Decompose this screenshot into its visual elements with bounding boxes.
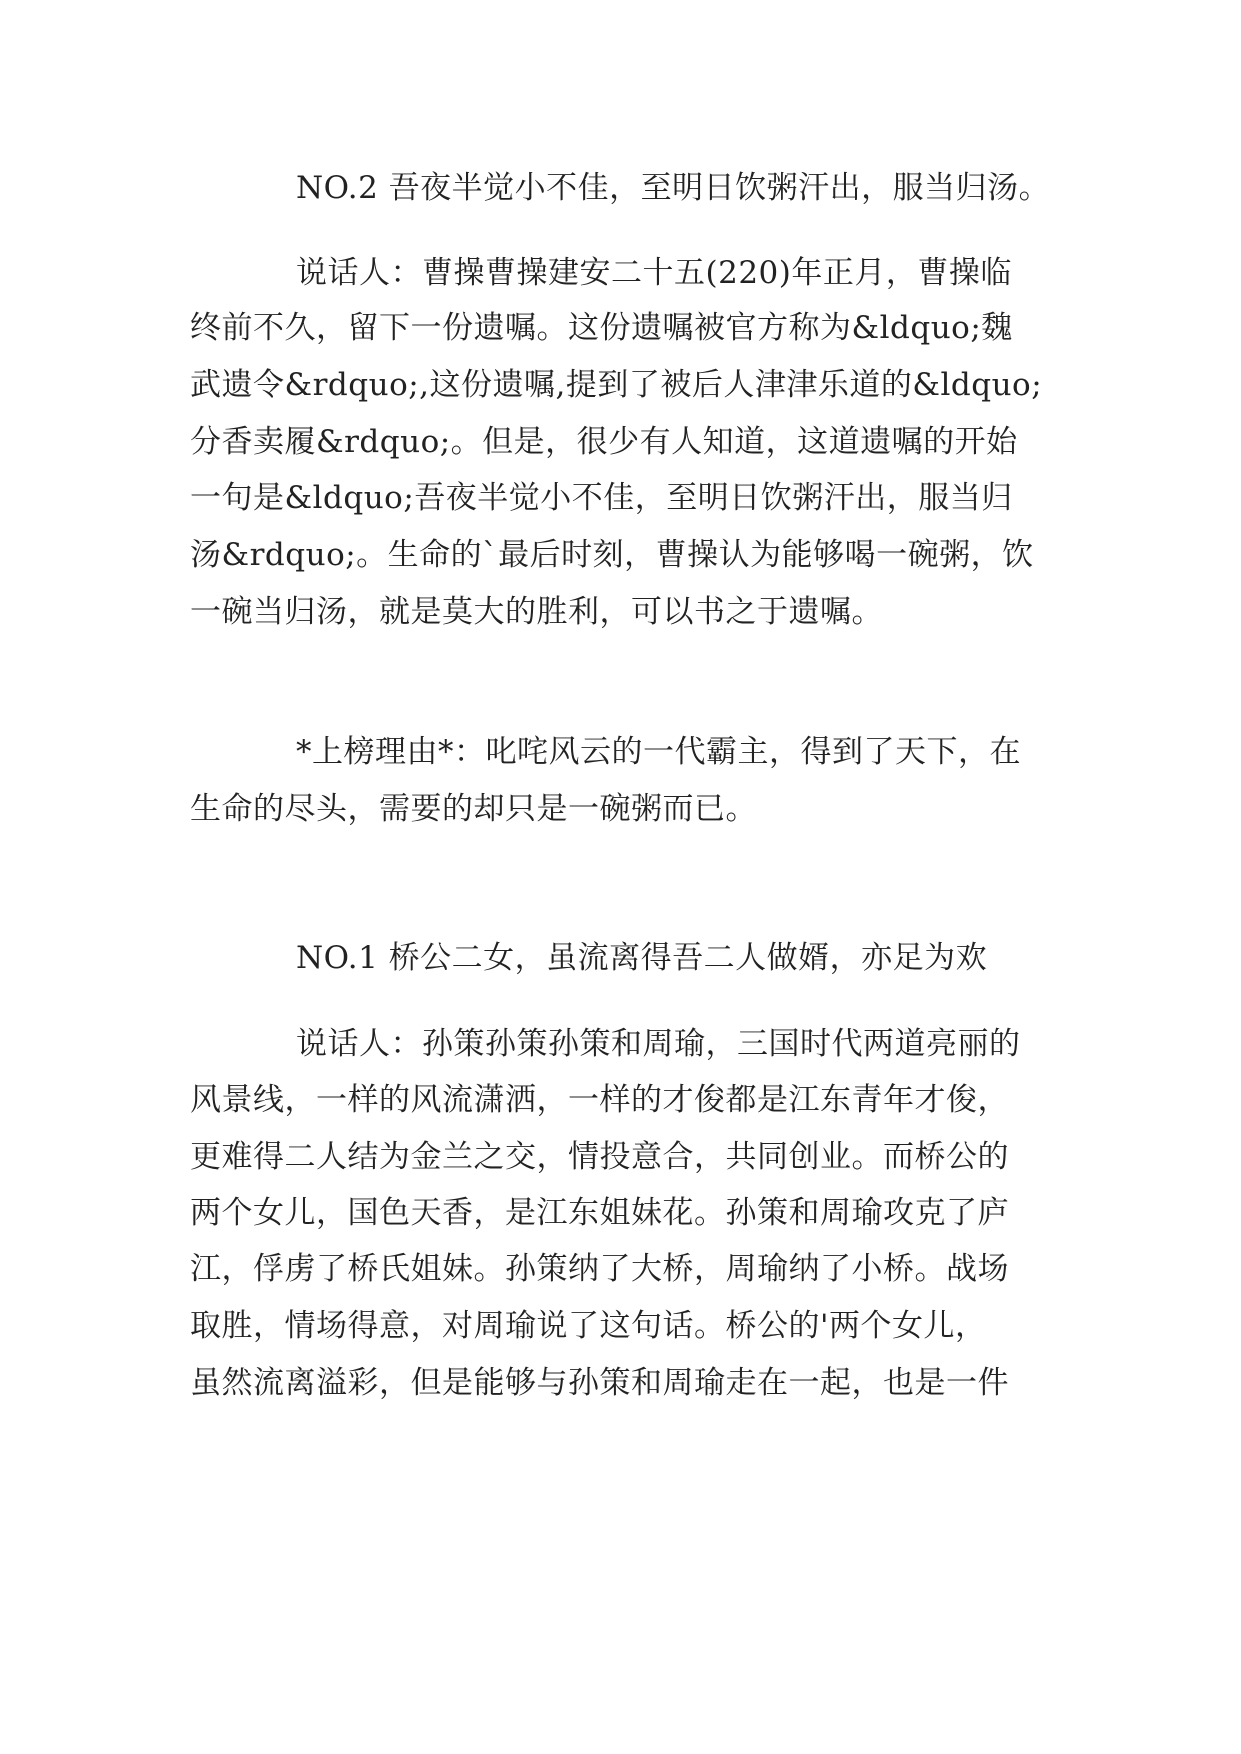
para2-line-2: 风景线，一样的风流潇洒，一样的才俊都是江东青年才俊，	[190, 1082, 1009, 1118]
para2-line-1: 说话人：孙策孙策孙策和周瑜，三国时代两道亮丽的	[296, 1026, 1021, 1062]
heading-no1: NO.1 桥公二女，虽流离得吾二人做婿，亦足为欢	[296, 940, 988, 976]
para2-line-4: 两个女儿，国色天香，是江东姐妹花。孙策和周瑜攻克了庐	[190, 1195, 1009, 1231]
para1-line-6: 汤&rdquo;。生命的`最后时刻，曹操认为能够喝一碗粥，饮	[190, 537, 1034, 573]
para1-line-7: 一碗当归汤，就是莫大的胜利，可以书之于遗嘱。	[190, 594, 883, 630]
reason-line-1: *上榜理由*：叱咤风云的一代霸主，得到了天下，在	[296, 734, 1021, 770]
para1-line-5: 一句是&ldquo;吾夜半觉小不佳，至明日饮粥汗出，服当归	[190, 480, 1013, 516]
para2-line-6: 取胜，情场得意，对周瑜说了这句话。桥公的'两个女儿，	[190, 1308, 987, 1344]
para1-line-2: 终前不久，留下一份遗嘱。这份遗嘱被官方称为&ldquo;魏	[190, 310, 1013, 346]
para2-line-5: 江，俘虏了桥氏姐妹。孙策纳了大桥，周瑜纳了小桥。战场	[190, 1251, 1009, 1287]
para2-line-3: 更难得二人结为金兰之交，情投意合，共同创业。而桥公的	[190, 1139, 1009, 1175]
para1-line-1: 说话人：曹操曹操建安二十五(220)年正月，曹操临	[296, 255, 1012, 291]
para1-line-4: 分香卖履&rdquo;。但是，很少有人知道，这道遗嘱的开始	[190, 424, 1018, 460]
reason-line-2: 生命的尽头，需要的却只是一碗粥而已。	[190, 791, 757, 827]
para1-line-3: 武遗令&rdquo;,这份遗嘱,提到了被后人津津乐道的&ldquo;	[190, 367, 1043, 403]
para2-line-7: 虽然流离溢彩，但是能够与孙策和周瑜走在一起，也是一件	[190, 1365, 1009, 1401]
heading-no2: NO.2 吾夜半觉小不佳，至明日饮粥汗出，服当归汤。	[296, 170, 1051, 206]
